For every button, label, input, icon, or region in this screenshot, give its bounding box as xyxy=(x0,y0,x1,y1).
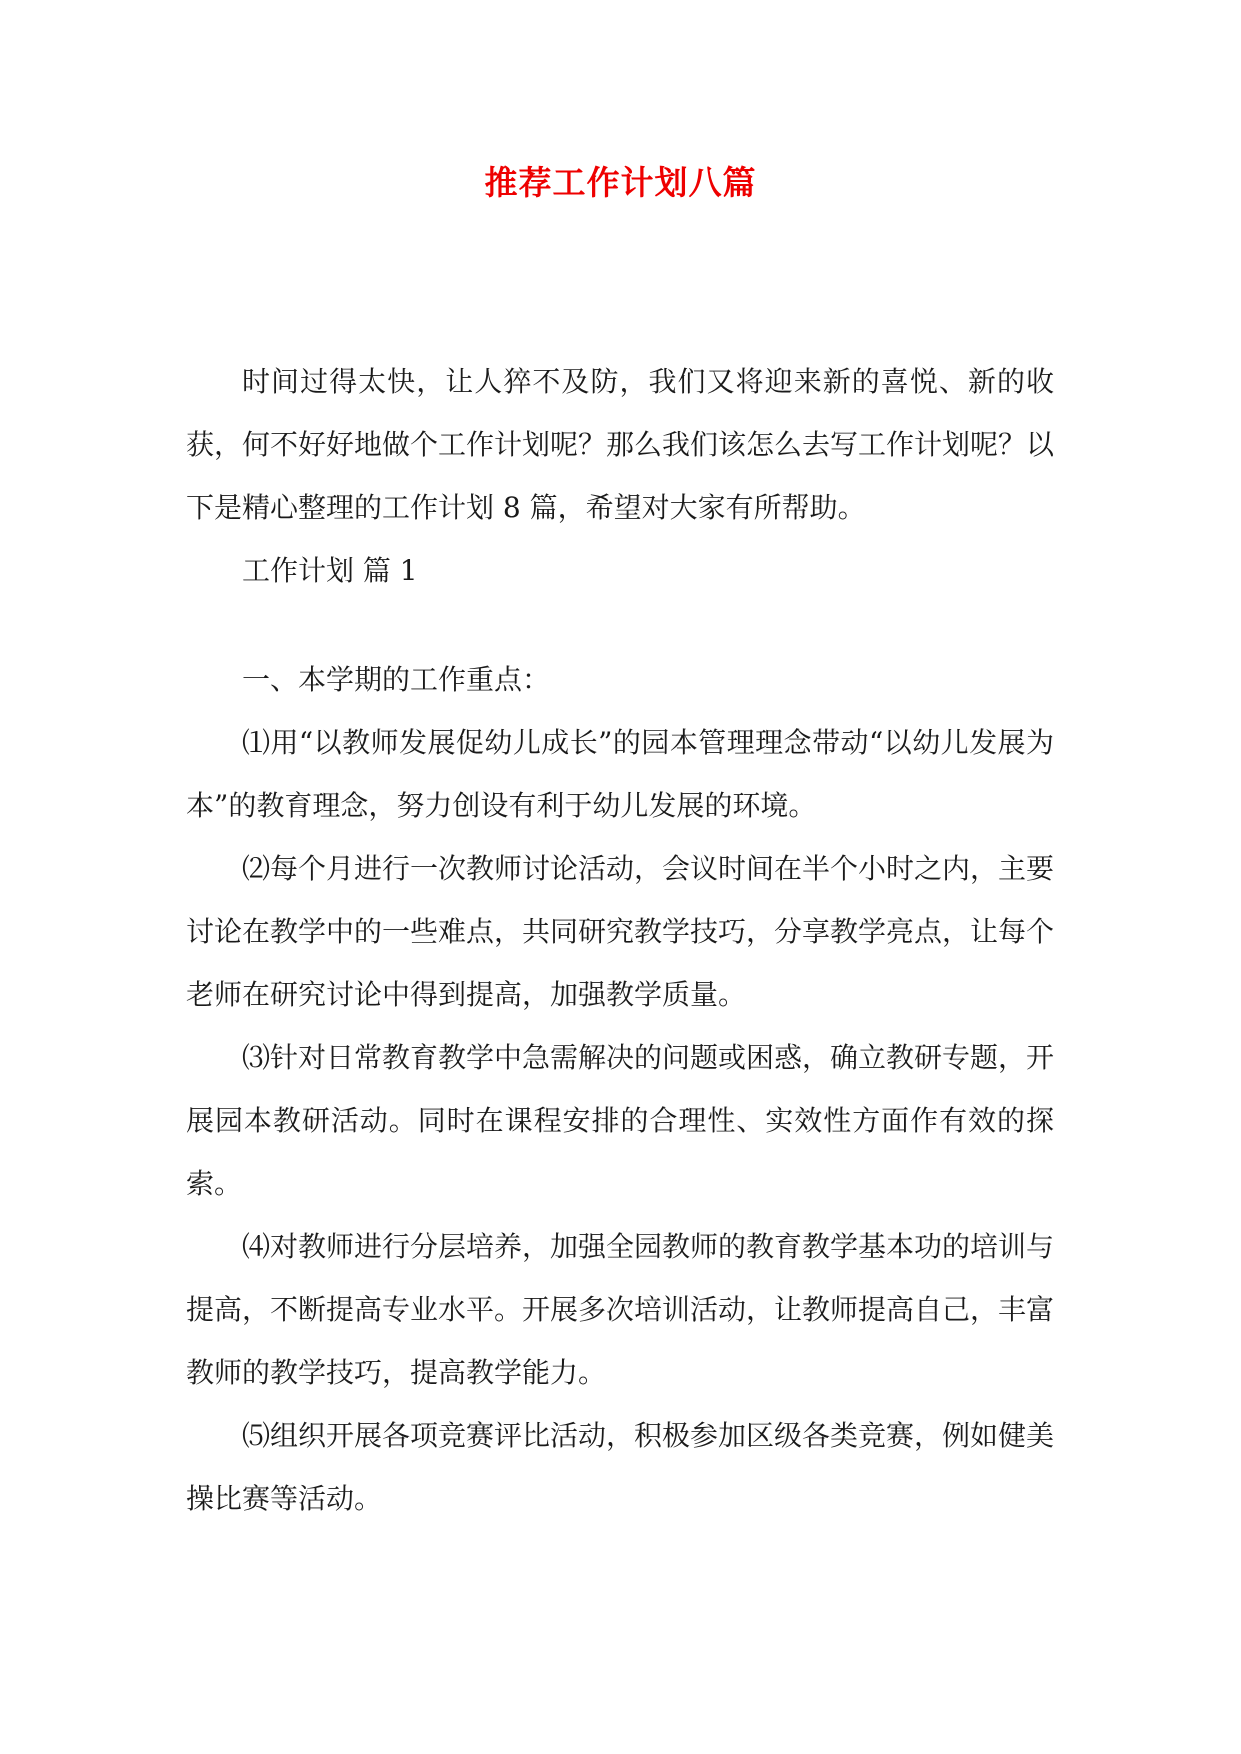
list-item: ⑵每个月进行一次教师讨论活动，会议时间在半个小时之内，主要讨论在教学中的一些难点，共同研究教学技巧，分享教学亮点，让每个老师在研究讨论中得到提高，加强教学质量。 xyxy=(186,852,1055,1011)
list-item: ⑷对教师进行分层培养，加强全园教师的教育教学基本功的培训与提高，不断提高专业水平。开展多次培训活动，让教师提高自己，丰富教师的教学技巧，提高教学能力。 xyxy=(186,1230,1055,1389)
subheading: 一、本学期的工作重点： xyxy=(242,663,551,696)
intro-paragraph: 时间过得太快，让人猝不及防，我们又将迎来新的喜悦、新的收获，何不好好地做个工作计划呢？那么我们该怎么去写工作计划呢？以下是精心整理的工作计划 8 篇，希望对大家有所帮助。 xyxy=(186,365,1055,524)
blank-line xyxy=(186,602,1054,648)
list-item: ⑴用“以教师发展促幼儿成长”的园本管理理念带动“以幼儿发展为本”的教育理念，努力创设有利于幼儿发展的环境。 xyxy=(186,726,1054,822)
list-item: ⑶针对日常教育教学中急需解决的问题或困惑，确立教研专题，开展园本教研活动。同时在课程安排的合理性、实效性方面作有效的探索。 xyxy=(186,1041,1055,1200)
section-heading: 工作计划 篇 1 xyxy=(242,554,418,587)
document-title: 推荐工作计划八篇 xyxy=(484,163,757,202)
document-body xyxy=(186,350,1054,1530)
list-item: ⑸组织开展各项竞赛评比活动，积极参加区级各类竞赛，例如健美操比赛等活动。 xyxy=(186,1419,1055,1515)
